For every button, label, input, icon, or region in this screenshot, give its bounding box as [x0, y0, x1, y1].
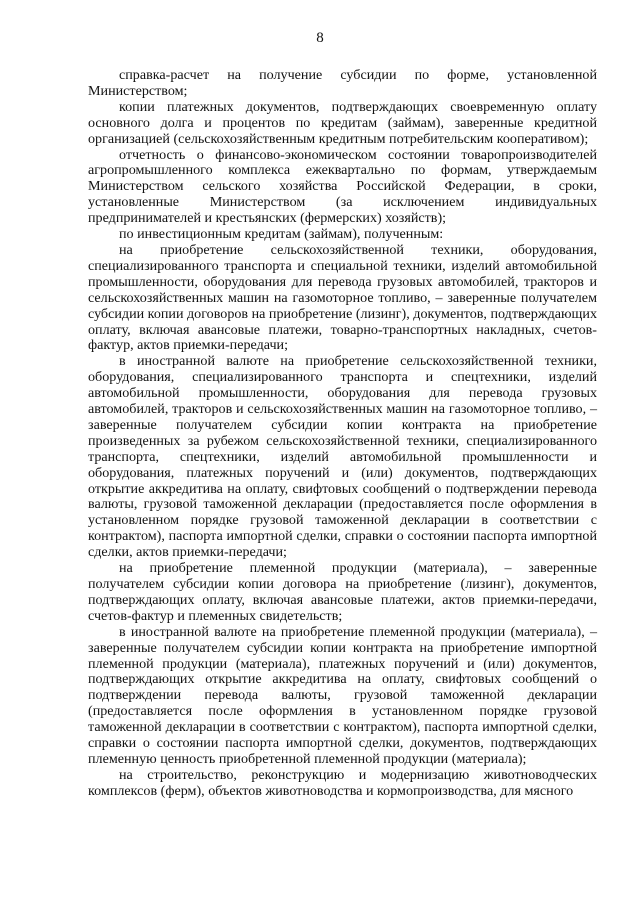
- document-body: [88, 68, 597, 800]
- paragraph-calculation-certificate: справка-расчет на получение субсидии по форме, установленной Министерством;: [88, 67, 597, 99]
- paragraph-breeding-products: на приобретение племенной продукции (материала), – заверенные получателем субсидии копии договора на приобретение (лизинг), документов, подтверждающих оплату, включая авансовые платежи, актов приемки-передачи, счетов-фактур и племенных свидетельств;: [88, 560, 597, 624]
- paragraph-agricultural-machinery: на приобретение сельскохозяйственной техники, оборудования, специализированного транспорта и специальной техники, изделий автомобильной промышленности, оборудования для перевода грузовых автомобилей, тракторов и сельскохозяйственных машин на газомоторное топливо, – заверенные получателем субсидии копии договоров на приобретение (лизинг), документов, подтверждающих оплату, включая авансовые платежи, товарно-транспортных накладных, счетов-фактур, актов приемки-передачи;: [88, 241, 597, 354]
- paragraph-financial-reporting: отчетность о финансово-экономическом состоянии товаропроизводителей агропромышленного комплекса ежеквартально по формам, утверждаемым Министерством сельского хозяйства Российской Федерации, в сроки, установленные Министерством (за исключением индивидуальных предпринимателей и крестьянских (фермерских) хозяйств);: [88, 146, 597, 227]
- page-number: 8: [316, 30, 324, 46]
- paragraph-livestock-construction: на строительство, реконструкцию и модернизацию животноводческих комплексов (ферм), объектов животноводства и кормопроизводства, для мясного: [88, 766, 597, 799]
- paragraph-foreign-currency-breeding: в иностранной валюте на приобретение племенной продукции (материала), – заверенные получателем субсидии копии контракта на приобретение импортной племенной продукции (материала), платежных поручений и (или) документов, подтверждающих открытие аккредитива на оплату, свифтовых сообщений о подтверждении перевода валюты, грузовой таможенной декларации (предоставляется после оформления в установленном порядке грузовой таможенной декларации в соответствии с контрактом), паспорта импортной сделки, справки о состоянии паспорта импортной сделки, документов, подтверждающих племенную ценность приобретенной племенной продукции (материала);: [88, 623, 597, 767]
- paragraph-foreign-currency-machinery: в иностранной валюте на приобретение сельскохозяйственной техники, оборудования, специализированного транспорта и спецтехники, изделий автомобильной промышленности, оборудования для перевода грузовых автомобилей, тракторов и сельскохозяйственных машин на газомоторное топливо, – заверенные получателем субсидии копии контракта на приобретение произведенных за рубежом сельскохозяйственной техники, специализированного транспорта, спецтехники, изделий автомобильной промышленности и оборудования, платежных поручений и (или) документов, подтверждающих открытие аккредитива на оплату, свифтовых сообщений о подтверждении перевода валюты, грузовой таможенной декларации (предоставляется после оформления в установленном порядке грузовой таможенной декларации в соответствии с контрактом), паспорта импортной сделки, справки о состоянии паспорта импортной сделки, актов приемки-передачи;: [88, 353, 597, 561]
- paragraph-investment-credits: по инвестиционным кредитам (займам), полученным:: [119, 226, 444, 243]
- paragraph-payment-documents: копии платежных документов, подтверждающих своевременную оплату основного долга и процентов по кредитам (займам), заверенные кредитной организацией (сельскохозяйственным кредитным потребительским кооперативом);: [88, 98, 597, 147]
